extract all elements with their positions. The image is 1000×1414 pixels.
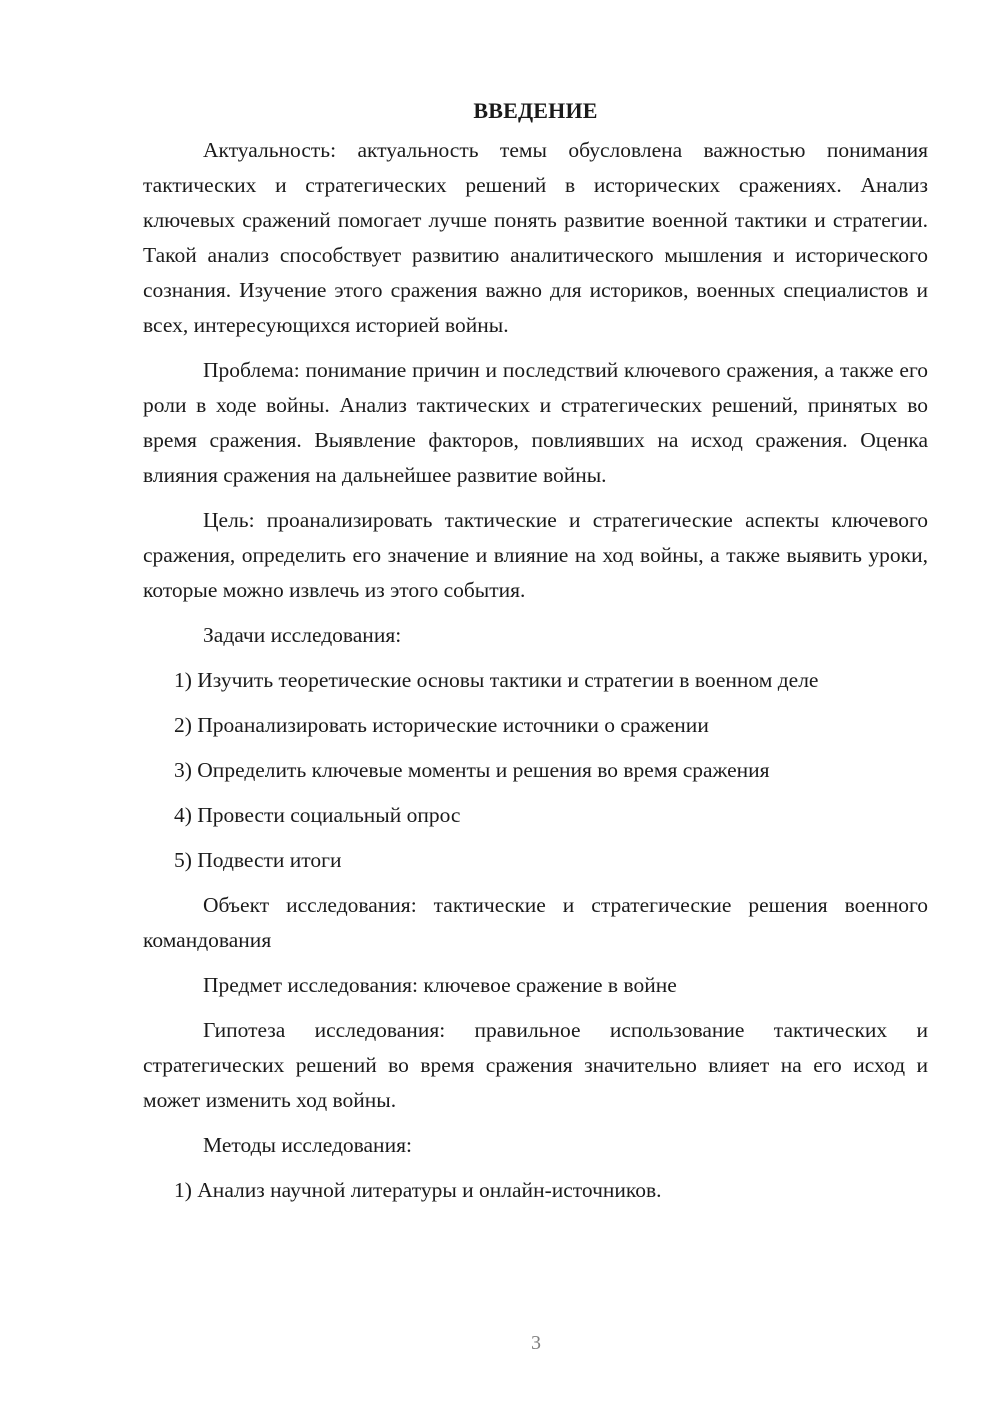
paragraph-relevance: Актуальность: актуальность темы обусловлена важностью понимания тактических и стратегических решений в исторических сражениях. Анализ ключевых сражений помогает лучше понять развитие военной тактики и стратегии. Такой анализ способствует развитию аналитического мышления и исторического сознания. Изучение этого сражения важно для историков, военных специалистов и всех, интересующихся историей войны. [143, 138, 928, 337]
list-item: 3) Определить ключевые моменты и решения во время сражения [174, 758, 770, 782]
paragraph-problem: Проблема: понимание причин и последствий ключевого сражения, а также его роли в ходе войны. Анализ тактических и стратегических решений, принятых во время сражения. Выявление факторов, повлиявших на исход сражения. Оценка влияния сражения на дальнейшее развитие войны. [143, 358, 928, 487]
paragraph-goal: Цель: проанализировать тактические и стратегические аспекты ключевого сражения, определить его значение и влияние на ход войны, а также выявить уроки, которые можно извлечь из этого события. [143, 508, 928, 602]
list-item: 1) Анализ научной литературы и онлайн-источников. [174, 1178, 662, 1202]
document-page [143, 95, 928, 1218]
list-item: 5) Подвести итоги [174, 848, 342, 872]
page-title: ВВЕДЕНИЕ [473, 98, 598, 123]
tasks-heading: Задачи исследования: [203, 623, 402, 647]
methods-heading: Методы исследования: [203, 1133, 412, 1157]
list-item: 4) Провести социальный опрос [174, 803, 461, 827]
page-number: 3 [531, 1332, 541, 1354]
paragraph-object: Объект исследования: тактические и стратегические решения военного командования [143, 893, 928, 952]
list-item: 2) Проанализировать исторические источники о сражении [174, 713, 709, 737]
methods-list [143, 1173, 928, 1208]
tasks-list [143, 663, 928, 878]
paragraph-subject: Предмет исследования: ключевое сражение в войне [203, 973, 677, 997]
paragraph-hypothesis: Гипотеза исследования: правильное использование тактических и стратегических решений во время сражения значительно влияет на его исход и может изменить ход войны. [143, 1018, 928, 1112]
list-item: 1) Изучить теоретические основы тактики и стратегии в военном деле [174, 668, 819, 692]
